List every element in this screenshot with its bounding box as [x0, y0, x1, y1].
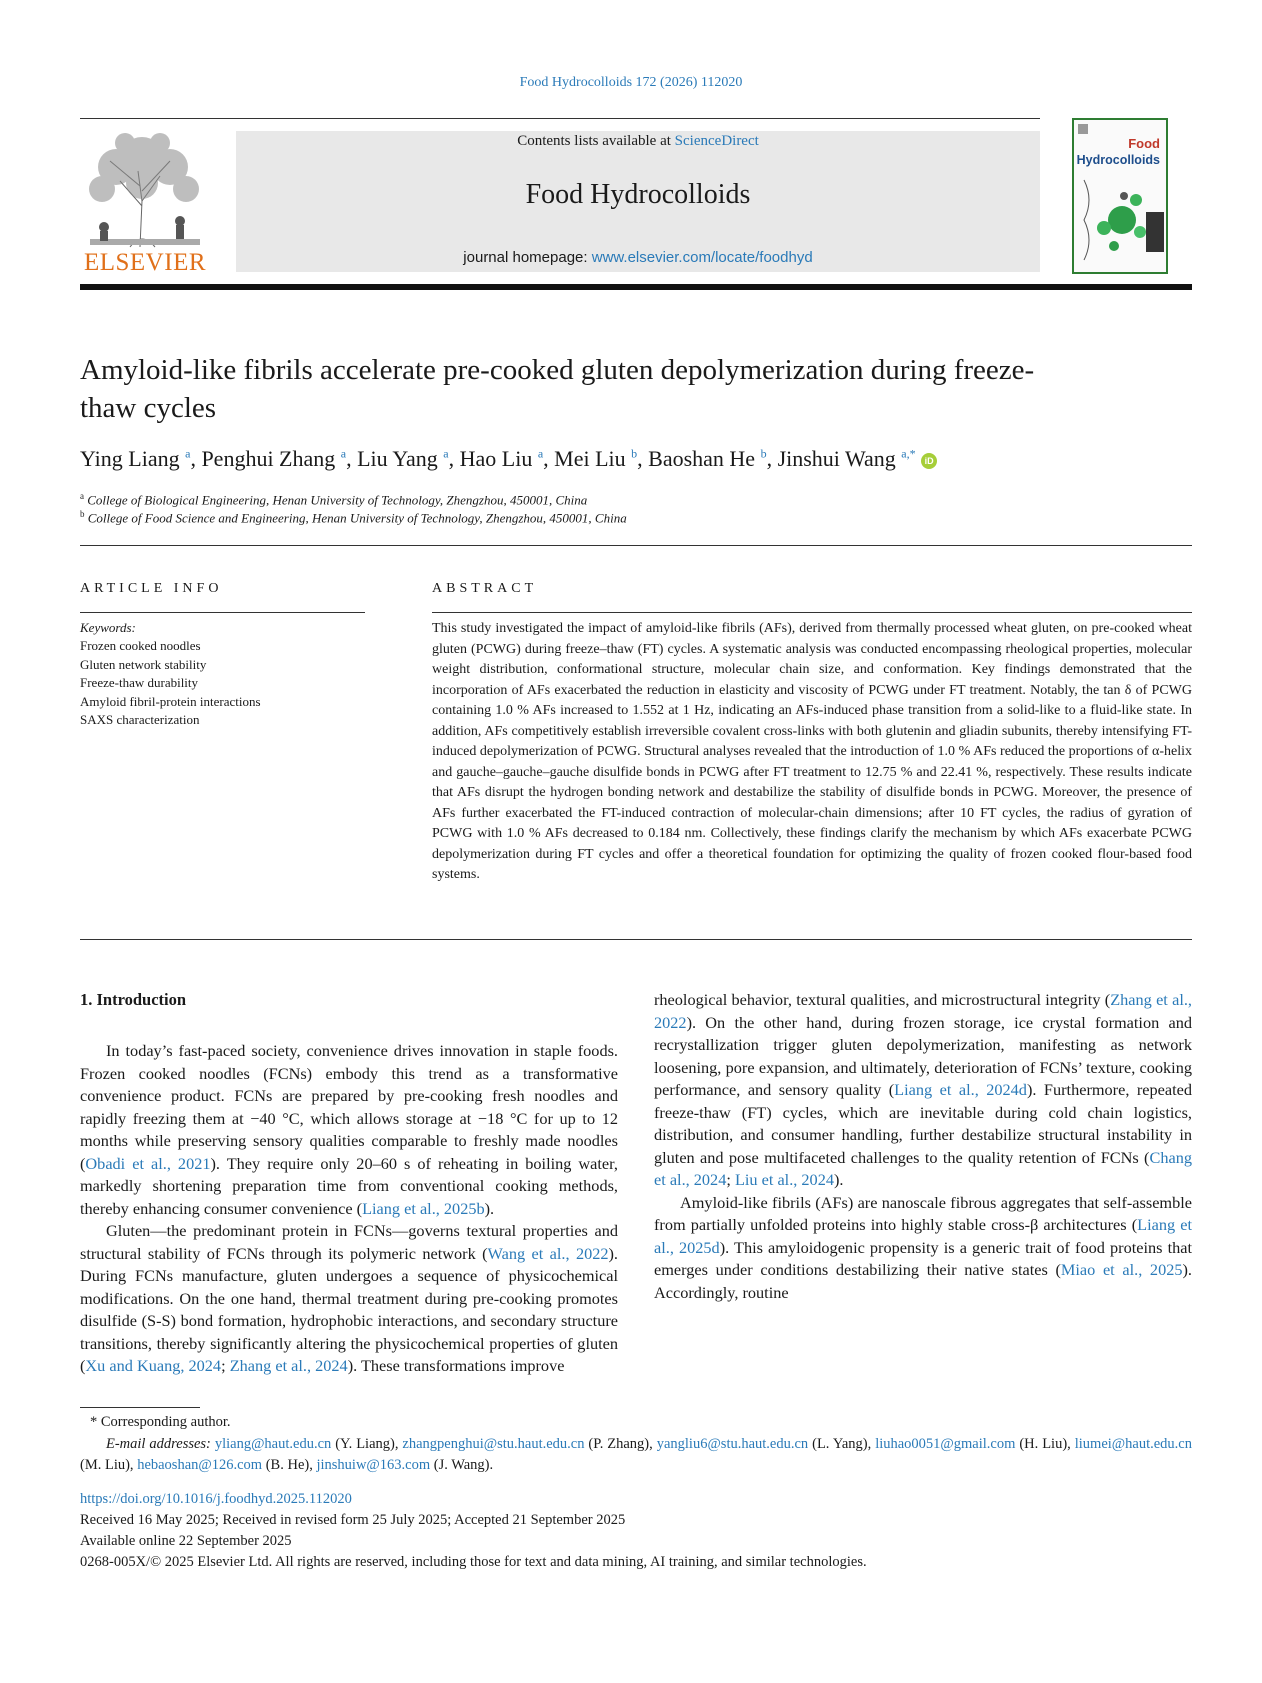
email-link[interactable]: yliang@haut.edu.cn — [214, 1436, 332, 1452]
author-affil-mark[interactable]: a — [537, 446, 544, 461]
affiliation-b: $^b$ College of Food Science and Engineering, Henan University of Technology, Zhengzhou, 450001, China — [80, 509, 627, 526]
author-name[interactable]: Liu Yang — [357, 446, 438, 471]
intro-paragraph-2: rheological behavior, textural qualities, and microstructural integrity (Zhang et al., 2022). On the other hand, during frozen storage, ice crystal formation and recrystallization trigger gluten depolymerization, manifesting as network loosening, pore expansion, and ultimately, deterioration of FCNs’ texture, cooking performance, and sensory quality (Liang et al., 2024d). Furthermore, repeated freeze-thaw (FT) cycles, which are inevitable during cold chain logistics, distribution, and consumer handling, further destabilize structural instability in gluten and pose multifaceted challenges to the quality retention of FCNs (Chang et al., 2024; Liu et al., 2024). — [654, 990, 1193, 1189]
keyword-item: Amyloid fibril-protein interactions — [80, 693, 261, 709]
author-name[interactable]: Hao Liu — [459, 446, 533, 471]
author-name[interactable]: Ying Liang — [80, 446, 180, 471]
available-online-date: Available online 22 September 2025 — [80, 1533, 292, 1549]
tree-icon — [80, 131, 210, 249]
email-label: E-mail addresses: — [106, 1436, 211, 1452]
orcid-icon[interactable]: iD — [921, 453, 937, 469]
body-column-left — [80, 1040, 618, 1378]
doi-link[interactable]: https://doi.org/10.1016/j.foodhyd.2025.112020 — [80, 1491, 352, 1507]
journal-citation[interactable]: Food Hydrocolloids 172 (2026) 112020 — [519, 75, 743, 90]
email-addresses: E-mail addresses: yliang@haut.edu.cn (Y. Liang), zhangpenghui@stu.haut.edu.cn (P. Zhang), yangliu6@stu.haut.edu.cn (L. Yang), liuhao0051@gmail.com (H. Liu), liumei@haut.edu.cn (M. Liu), hebaoshan@126.com (B. He), jinshuiw@163.com (J. Wang). — [80, 1436, 1192, 1473]
email-link[interactable]: zhangpenghui@stu.haut.edu.cn — [402, 1436, 585, 1452]
author-affil-mark[interactable]: a — [340, 446, 347, 461]
citation-link[interactable]: Liang et al., 2025b — [362, 1198, 485, 1218]
citation-link[interactable]: Xu and Kuang, 2024 — [85, 1356, 222, 1375]
cover-title-hydrocolloids: Hydrocolloids — [1076, 153, 1160, 167]
article-title: Amyloid-like fibrils accelerate pre-cooked gluten depolymerization during freeze-thaw cycles — [80, 354, 1035, 424]
affiliation-a: $^a$ College of Biological Engineering, Henan University of Technology, Zhengzhou, 450001, China — [80, 491, 588, 508]
keyword-list — [80, 637, 261, 730]
corresponding-author-note: * Corresponding author. — [90, 1414, 231, 1430]
intro-paragraph-2: Gluten—the predominant protein in FCNs—governs textural properties and structural stability of FCNs through its polymeric network (Wang et al., 2022). During FCNs manufacture, gluten undergoes a sequence of physicochemical modifications. On the one hand, thermal treatment during pre-cooking promotes disulfide (S-S) bond formation, hydrophobic interactions, and secondary structure transitions, thereby significantly altering the physicochemical properties of gluten (Xu and Kuang, 2024; Zhang et al., 2024). These transformations improve — [80, 1221, 619, 1375]
author-affil-mark[interactable]: a — [443, 446, 449, 461]
author-name[interactable]: Jinshui Wang — [777, 446, 896, 471]
section-rule — [80, 939, 1192, 940]
footnote-rule — [80, 1407, 200, 1408]
email-link[interactable]: jinshuiw@163.com — [316, 1457, 431, 1473]
keyword-item: Frozen cooked noodles — [80, 638, 201, 653]
author-list: Ying Liang $^a$, Penghui Zhang $^a$, Liu Yang $^a$, Hao Liu $^a$, Mei Liu $^b$, Baoshan He $^b$, Jinshui Wang $^{a,*}$ iD — [80, 446, 1192, 472]
intro-paragraph-1: In today’s fast-paced society, convenience drives innovation in staple foods. Frozen cooked noodles (FCNs) embody this trend as a transformative convenience product. FCNs are prepared by pre-cooking fresh noodles and rapidly freezing them at −40 °C, which allows storage at −18 °C for up to 12 months while preserving sensory qualities comparable to freshly made noodles (Obadi et al., 2021). They require only 20–60 s of reheating in boiling water, markedly shortening preparation time from conventional cooking methods, thereby enhancing consumer convenience (Liang et al., 2025b). — [80, 1041, 618, 1218]
email-link[interactable]: liuhao0051@gmail.com — [875, 1436, 1016, 1452]
abstract-heading: ABSTRACT — [432, 581, 538, 596]
citation-link[interactable]: Obadi et al., 2021 — [85, 1153, 211, 1173]
citation-link[interactable]: Liu et al., 2024 — [734, 1170, 834, 1189]
journal-masthead — [236, 131, 1040, 272]
citation-link[interactable]: Zhang et al., 2024 — [229, 1356, 348, 1375]
author-affil-mark[interactable]: b — [760, 446, 767, 461]
citation-link[interactable]: Liang et al., 2025d — [654, 1215, 1193, 1257]
elsevier-wordmark: ELSEVIER — [83, 249, 207, 276]
article-info-rule — [80, 612, 365, 613]
email-link[interactable]: liumei@haut.edu.cn — [1074, 1436, 1192, 1452]
body-column-right — [654, 989, 1192, 1304]
author-name[interactable]: Mei Liu — [554, 446, 626, 471]
author-affil-mark[interactable]: a,* — [901, 446, 916, 461]
article-info-heading: ARTICLE INFO — [80, 581, 223, 596]
header-thick-rule — [80, 284, 1192, 290]
header-rule — [80, 118, 1040, 119]
abstract-text: This study investigated the impact of amyloid-like fibrils (AFs), derived from thermally processed wheat gluten, on pre-cooked wheat gluten (PCWG) during freeze–thaw (FT) cycles. A systematic analysis was conducted encompassing rheological properties, molecular weight distribution, conformational structure, molecular chain size, and conformation. Key findings demonstrated that the incorporation of AFs exacerbated the reduction in elasticity and viscosity of PCWG under FT treatment. Notably, the tan δ of PCWG containing 1.0 % AFs increased to 1.552 at 1 Hz, indicating an AFs-induced phase transition from a solid-like to a fluid-like state. In addition, AFs competitively establish irreversible covalent cross-links with both glutenin and gliadin subunits, thereby intensifying FT-induced depolymerization of PCWG. Structural analyses revealed that the introduction of 1.0 % AFs reduced the proportions of α-helix and gauche–gauche–gauche disulfide bonds in PCWG after FT treatment to 12.75 % and 22.41 %, respectively. These results indicate that AFs disrupt the hydrogen bonding network and destabilize the stability of disulfide bonds in PCWG. Moreover, the presence of AFs further exacerbated the FT-induced contraction of molecular-chain dimensions; after 10 FT cycles, the radius of gyration of PCWG with 1.0 % AFs decreased to 0.184 nm. Collectively, these findings clarify the mechanism by which AFs exacerbate PCWG depolymerization during FT cycles and offer a theoretical foundation for optimizing the quality of frozen cooked flour-based food systems. — [432, 621, 1192, 882]
contents-line: Contents lists available at ScienceDirect — [517, 133, 759, 149]
cover-title-food: Food — [1128, 136, 1160, 151]
keyword-item: SAXS characterization — [80, 712, 200, 727]
journal-homepage: journal homepage: www.elsevier.com/locate/foodhyd — [463, 249, 813, 266]
keywords-label: Keywords: — [80, 620, 136, 635]
journal-title: Food Hydrocolloids — [525, 179, 751, 210]
citation-link[interactable]: Liang et al., 2024d — [894, 1080, 1027, 1099]
abstract-rule — [432, 612, 1192, 613]
email-link[interactable]: hebaoshan@126.com — [137, 1457, 263, 1473]
section-rule — [80, 545, 1192, 546]
email-link[interactable]: yangliu6@stu.haut.edu.cn — [656, 1436, 809, 1452]
author-affil-mark[interactable]: b — [631, 446, 638, 461]
cover-image — [1074, 120, 1166, 272]
author-name[interactable]: Penghui Zhang — [201, 446, 336, 471]
citation-link[interactable]: Zhang et al., 2022 — [654, 990, 1193, 1032]
citation-link[interactable]: Miao et al., 2025 — [1060, 1260, 1183, 1279]
author-affil-mark[interactable]: a — [185, 446, 191, 461]
sciencedirect-link[interactable]: ScienceDirect — [674, 133, 759, 149]
copyright-notice: 0268-005X/© 2025 Elsevier Ltd. All rights are reserved, including those for text and data mining, AI training, and similar technologies. — [80, 1554, 867, 1570]
intro-paragraph-3: Amyloid-like fibrils (AFs) are nanoscale fibrous aggregates that self-assemble from partially unfolded proteins into highly stable cross-β architectures (Liang et al., 2025d). This amyloidogenic propensity is a generic trait of food proteins that emerges under conditions destabilizing their native states (Miao et al., 2025). Accordingly, routine — [654, 1192, 1193, 1302]
received-dates: Received 16 May 2025; Received in revised form 25 July 2025; Accepted 21 September 2025 — [80, 1512, 626, 1528]
section-heading-introduction: 1. Introduction — [80, 990, 187, 1009]
keyword-item: Freeze-thaw durability — [80, 675, 199, 690]
citation-link[interactable]: Wang et al., 2022 — [487, 1243, 609, 1263]
keyword-item: Gluten network stability — [80, 656, 207, 672]
journal-cover-thumbnail[interactable] — [1072, 118, 1168, 274]
citation-link[interactable]: Chang et al., 2024 — [654, 1147, 1192, 1189]
homepage-link[interactable]: www.elsevier.com/locate/foodhyd — [591, 249, 813, 266]
author-name[interactable]: Baoshan He — [648, 446, 756, 471]
